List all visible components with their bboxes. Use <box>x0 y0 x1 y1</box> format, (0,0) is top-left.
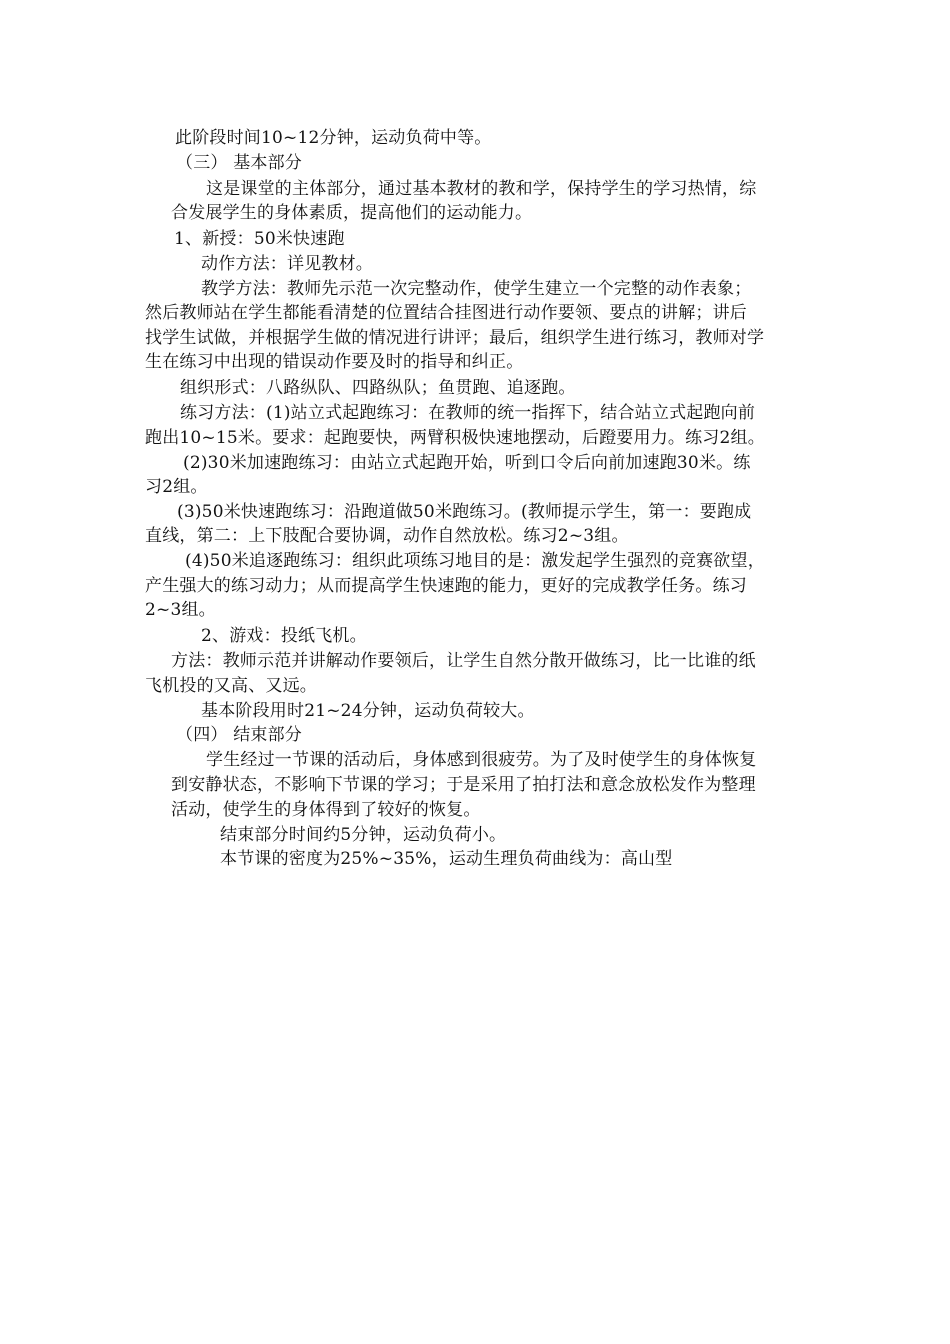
paragraph-line: 合发展学生的身体素质，提高他们的运动能力。 <box>171 203 533 223</box>
paragraph-line: 到安静状态，不影响下节课的学习；于是采用了拍打法和意念放松发作为整理 <box>171 775 756 795</box>
paragraph-line: 动作方法：详见教材。 <box>201 254 373 274</box>
paragraph-line: 产生强大的练习动力；从而提高学生快速跑的能力，更好的完成教学任务。练习 <box>145 576 747 596</box>
paragraph-line: 找学生试做，并根据学生做的情况进行讲评；最后，组织学生进行练习，教师对学 <box>145 328 765 348</box>
paragraph-line: 活动，使学生的身体得到了较好的恢复。 <box>171 800 481 820</box>
subsection-heading: 1、新授：50米快速跑 <box>174 229 345 249</box>
paragraph-line: (3)50米快速跑练习：沿跑道做50米跑练习。(教师提示学生，第一：要跑成 <box>177 502 752 522</box>
paragraph-line: 跑出10~15米。要求：起跑要快，两臂积极快速地摆动，后蹬要用力。练习2组。 <box>145 428 765 448</box>
paragraph-line: (2)30米加速跑练习：由站立式起跑开始，听到口令后向前加速跑30米。练 <box>183 453 751 473</box>
paragraph-line: 组织形式：八路纵队、四路纵队；鱼贯跑、追逐跑。 <box>180 378 576 398</box>
paragraph-line: 此阶段时间10~12分钟，运动负荷中等。 <box>175 128 492 148</box>
paragraph-line: 飞机投的又高、又远。 <box>145 676 317 696</box>
paragraph-line: 练习方法：(1)站立式起跑练习：在教师的统一指挥下，结合站立式起跑向前 <box>180 403 756 423</box>
paragraph-line: (4)50米追逐跑练习：组织此项练习地目的是：激发起学生强烈的竞赛欲望， <box>185 551 765 571</box>
paragraph-line: 直线，第二：上下肢配合要协调，动作自然放松。练习2~3组。 <box>145 526 629 546</box>
paragraph-line: 学生经过一节课的活动后，身体感到很疲劳。为了及时使学生的身体恢复 <box>206 750 757 770</box>
paragraph-line: 习2组。 <box>145 477 208 497</box>
section-heading: （四） 结束部分 <box>176 725 303 745</box>
subsection-heading: 2、游戏：投纸飞机。 <box>201 626 367 646</box>
paragraph-line: 生在练习中出现的错误动作要及时的指导和纠正。 <box>145 352 524 372</box>
paragraph-line: 然后教师站在学生都能看清楚的位置结合挂图进行动作要领、要点的讲解；讲后 <box>145 303 747 323</box>
paragraph-line: 方法：教师示范并讲解动作要领后，让学生自然分散开做练习，比一比谁的纸 <box>171 651 756 671</box>
paragraph-line: 结束部分时间约5分钟，运动负荷小。 <box>220 825 507 845</box>
paragraph-line: 基本阶段用时21~24分钟，运动负荷较大。 <box>201 701 535 721</box>
paragraph-line: 教学方法：教师先示范一次完整动作，使学生建立一个完整的动作表象； <box>201 279 752 299</box>
section-heading: （三） 基本部分 <box>176 153 303 173</box>
paragraph-line: 2~3组。 <box>145 600 216 620</box>
paragraph-line: 本节课的密度为25%~35%，运动生理负荷曲线为：高山型 <box>220 849 673 869</box>
paragraph-line: 这是课堂的主体部分，通过基本教材的教和学，保持学生的学习热情，综 <box>206 179 757 199</box>
